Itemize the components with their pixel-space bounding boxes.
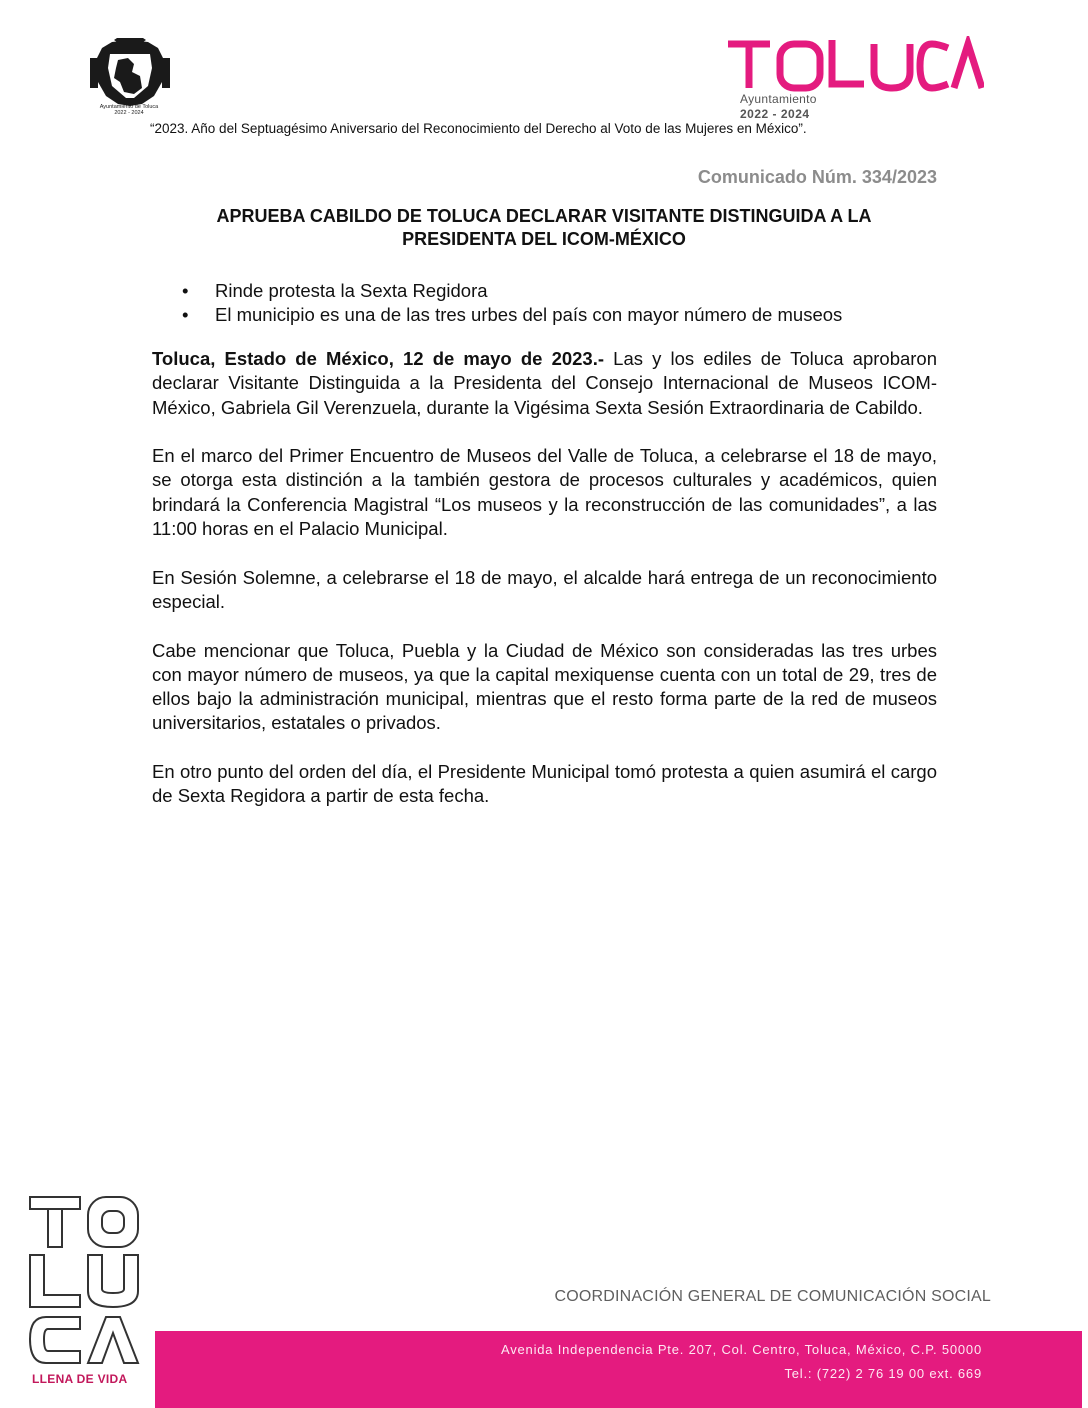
bullet-dot: • (182, 280, 189, 301)
footer-address: Avenida Independencia Pte. 207, Col. Centro, Toluca, México, C.P. 50000 (500, 1342, 982, 1357)
dateline: Toluca, Estado de México, 12 de mayo de 2023.- (152, 348, 605, 369)
bullet-text: Rinde protesta la Sexta Regidora (215, 280, 488, 301)
paragraph-3: En Sesión Solemne, a celebrarse el 18 de mayo, el alcalde hará entrega de un reconocimiento especial. (152, 566, 937, 612)
comunicado-number: Comunicado Núm. 334/2023 (697, 167, 937, 187)
logo-subtitle: Ayuntamiento (740, 92, 817, 106)
bullet-dot: • (182, 304, 189, 325)
footer-logo-outline (30, 1197, 138, 1363)
paragraph-1 (152, 347, 937, 420)
headline (150, 205, 938, 251)
footer-tagline: LLENA DE VIDA (32, 1372, 128, 1386)
headline-line2: PRESIDENTA DEL ICOM-MÉXICO (402, 229, 686, 249)
footer-phone: Tel.: (722) 2 76 19 00 ext. 669 (784, 1366, 982, 1381)
crest-caption-line1: Ayuntamiento de Toluca (99, 104, 159, 110)
bullet-item (150, 303, 938, 327)
crest-caption-line2: 2022 - 2024 (114, 110, 144, 116)
footer-toluca-logo (26, 1193, 144, 1393)
crest-caption (80, 104, 178, 116)
bullet-text: El municipio es una de las tres urbes del país con mayor número de museos (215, 304, 843, 325)
coordinacion-label: COORDINACIÓN GENERAL DE COMUNICACIÓN SOCIAL (554, 1288, 991, 1305)
year-motto: “2023. Año del Septuagésimo Aniversario del Reconocimiento del Derecho al Voto de las Mujeres en México”. (150, 121, 807, 136)
bullet-item (150, 279, 938, 303)
paragraph-4: Cabe mencionar que Toluca, Puebla y la Ciudad de México son consideradas las tres urbes con mayor número de museos, ya que la capital mexiquense cuenta con un total de 29, tres de ellos bajo la administración municipal, mientras que el resto forma parte de la red de museos universitarios, estatales o privados. (152, 639, 937, 734)
bullet-list (150, 279, 938, 327)
toluca-logo (724, 36, 984, 96)
headline-line1: APRUEBA CABILDO DE TOLUCA DECLARAR VISITANTE DISTINGUIDA A LA (216, 206, 872, 226)
paragraph-5: En otro punto del orden del día, el Presidente Municipal tomó protesta a quien asumirá el cargo de Sexta Regidora a partir de esta fecha. (152, 761, 937, 807)
logo-years: 2022 - 2024 (740, 107, 810, 121)
article-body (152, 347, 937, 833)
paragraph-2: En el marco del Primer Encuentro de Museos del Valle de Toluca, a celebrarse el 18 de mayo, se otorga esta distinción a la también gestora de procesos culturales y académicos, quien brindará la Conferencia Magistral “Los museos y la reconstrucción de las comunidades”, a las 11:00 horas en el Palacio Municipal. (152, 445, 937, 540)
paragraph-1-text: Las y los ediles de Toluca aprobaron declarar Visitante Distinguida a la Presidenta del Consejo Internacional de Museos ICOM-México, Gabriela Gil Verenzuela, durante la Vigésima Sexta Sesión Extraordinaria de Cabildo. (152, 348, 938, 418)
